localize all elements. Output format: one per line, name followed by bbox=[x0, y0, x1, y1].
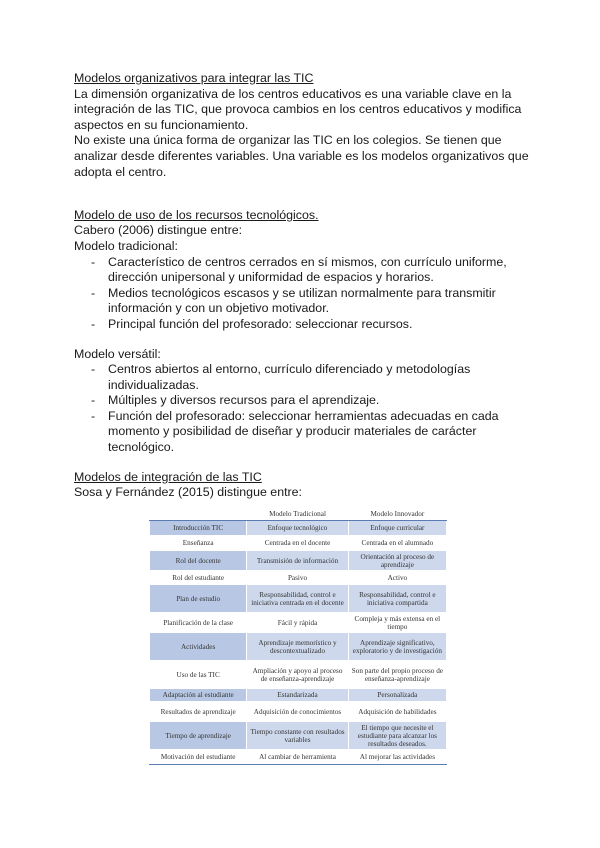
table-cell: Resultados de aprendizaje bbox=[150, 702, 247, 722]
table-cell: El tiempo que necesite el estudiante para alcanzar los resultados deseados. bbox=[348, 722, 446, 750]
table-cell: Fácil y rápida bbox=[247, 613, 348, 633]
table-row bbox=[150, 585, 447, 613]
table-cell: Personalizada bbox=[348, 689, 446, 702]
table-cell: Son parte del propio proceso de enseñanza-aprendizaje bbox=[348, 661, 446, 689]
table-header-row bbox=[150, 507, 447, 521]
paragraph-line: La dimensión organizativa de los centros educativos es una variable clave en la bbox=[74, 86, 512, 101]
table-row bbox=[150, 521, 447, 536]
document-body bbox=[74, 71, 534, 501]
paragraph-line: aspectos en su funcionamiento. bbox=[74, 117, 249, 132]
table-cell: Centrada en el alumnado bbox=[348, 536, 446, 551]
table-row bbox=[150, 571, 447, 585]
table-cell: Responsabilidad, control e iniciativa centrada en el docente bbox=[247, 585, 348, 613]
table-cell: Compleja y más extensa en el tiempo bbox=[348, 613, 446, 633]
list-item: - Medios tecnológicos escasos y se utilizan normalmente para transmitir información y con un objetivo motivador. bbox=[108, 286, 534, 317]
table-row bbox=[150, 661, 447, 689]
table-cell: Activo bbox=[348, 571, 446, 585]
table-row bbox=[150, 633, 447, 661]
paragraph-line: integración de las TIC, que provoca cambios en los centros educativos y modifica bbox=[74, 102, 522, 117]
table-cell: Motivación del estudiante bbox=[150, 750, 247, 765]
table-cell: Estandarizada bbox=[247, 689, 348, 702]
comparison-table-wrapper bbox=[149, 506, 447, 765]
table-cell: Al mejorar las actividades bbox=[348, 750, 446, 765]
table-cell: Responsabilidad, control e iniciativa compartida bbox=[348, 585, 446, 613]
list-item: - Función del profesorado: seleccionar herramientas adecuadas en cada momento y posibilidad de diseñar y producir materiales de carácter tecnológico. bbox=[108, 409, 534, 456]
table-row bbox=[150, 702, 447, 722]
table-cell: Uso de las TIC bbox=[150, 661, 247, 689]
table-cell: Adquisición de habilidades bbox=[348, 702, 446, 722]
table-row bbox=[150, 551, 447, 571]
list-item: - Principal función del profesorado: seleccionar recursos. bbox=[108, 317, 534, 333]
table-cell: Plan de estudio bbox=[150, 585, 247, 613]
paragraph-line: adopta el centro. bbox=[74, 164, 167, 179]
table-cell: Enfoque curricular bbox=[348, 521, 446, 536]
list-item: - Centros abiertos al entorno, currículo diferenciado y metodologías individualizadas. bbox=[108, 362, 534, 393]
comparison-table bbox=[149, 506, 447, 765]
section-intro: Cabero (2006) distingue entre: bbox=[74, 223, 243, 238]
table-cell: Tiempo de aprendizaje bbox=[150, 722, 247, 750]
section-intro: Sosa y Fernández (2015) distingue entre: bbox=[74, 485, 302, 500]
table-cell: Aprendizaje memorístico y descontextualizado bbox=[247, 633, 348, 661]
list-item: - Característico de centros cerrados en sí mismos, con currículo uniforme, dirección unipersonal y uniformidad de espacios y horarios. bbox=[108, 255, 534, 286]
table-cell: Centrada en el docente bbox=[247, 536, 348, 551]
table-cell: Tiempo constante con resultados variables bbox=[247, 722, 348, 750]
table-cell: Enfoque tecnológico bbox=[247, 521, 348, 536]
table-cell: Ampliación y apoyo al proceso de enseñanza-aprendizaje bbox=[247, 661, 348, 689]
table-cell: Introducción TIC bbox=[150, 521, 247, 536]
table-cell: Rol del estudiante bbox=[150, 571, 247, 585]
section-heading-integration-models: Modelos de integración de las TIC bbox=[74, 469, 262, 484]
list-item: - Múltiples y diversos recursos para el aprendizaje. bbox=[108, 393, 534, 409]
table-header-innovative: Modelo Innovador bbox=[348, 507, 446, 521]
subheading-versatile-model: Modelo versátil: bbox=[74, 346, 161, 361]
table-cell: Rol del docente bbox=[150, 551, 247, 571]
table-row bbox=[150, 613, 447, 633]
table-row bbox=[150, 722, 447, 750]
versatile-model-list bbox=[74, 362, 534, 456]
traditional-model-list bbox=[74, 255, 534, 333]
table-cell: Transmisión de información bbox=[247, 551, 348, 571]
table-cell: Planificación de la clase bbox=[150, 613, 247, 633]
table-header-traditional: Modelo Tradicional bbox=[247, 507, 348, 521]
table-cell: Aprendizaje significativo, exploratorio y de investigación bbox=[348, 633, 446, 661]
table-row bbox=[150, 536, 447, 551]
paragraph-line: No existe una única forma de organizar las TIC en los colegios. Se tienen que bbox=[74, 133, 502, 148]
table-cell: Orientación al proceso de aprendizaje bbox=[348, 551, 446, 571]
table-cell: Adquisición de conocimientos bbox=[247, 702, 348, 722]
table-header-cell bbox=[150, 507, 247, 521]
paragraph-line: analizar desde diferentes variables. Una variable es los modelos organizativos que bbox=[74, 148, 529, 163]
table-row bbox=[150, 750, 447, 765]
section-heading-resource-usage: Modelo de uso de los recursos tecnológicos. bbox=[74, 207, 319, 222]
table-cell: Enseñanza bbox=[150, 536, 247, 551]
table-cell: Actividades bbox=[150, 633, 247, 661]
table-cell: Al cambiar de herramienta bbox=[247, 750, 348, 765]
subheading-traditional-model: Modelo tradicional: bbox=[74, 238, 179, 253]
table-cell: Pasivo bbox=[247, 571, 348, 585]
table-cell: Adaptación al estudiante bbox=[150, 689, 247, 702]
section-heading-organizational-models: Modelos organizativos para integrar las TIC bbox=[74, 71, 314, 85]
table-row bbox=[150, 689, 447, 702]
